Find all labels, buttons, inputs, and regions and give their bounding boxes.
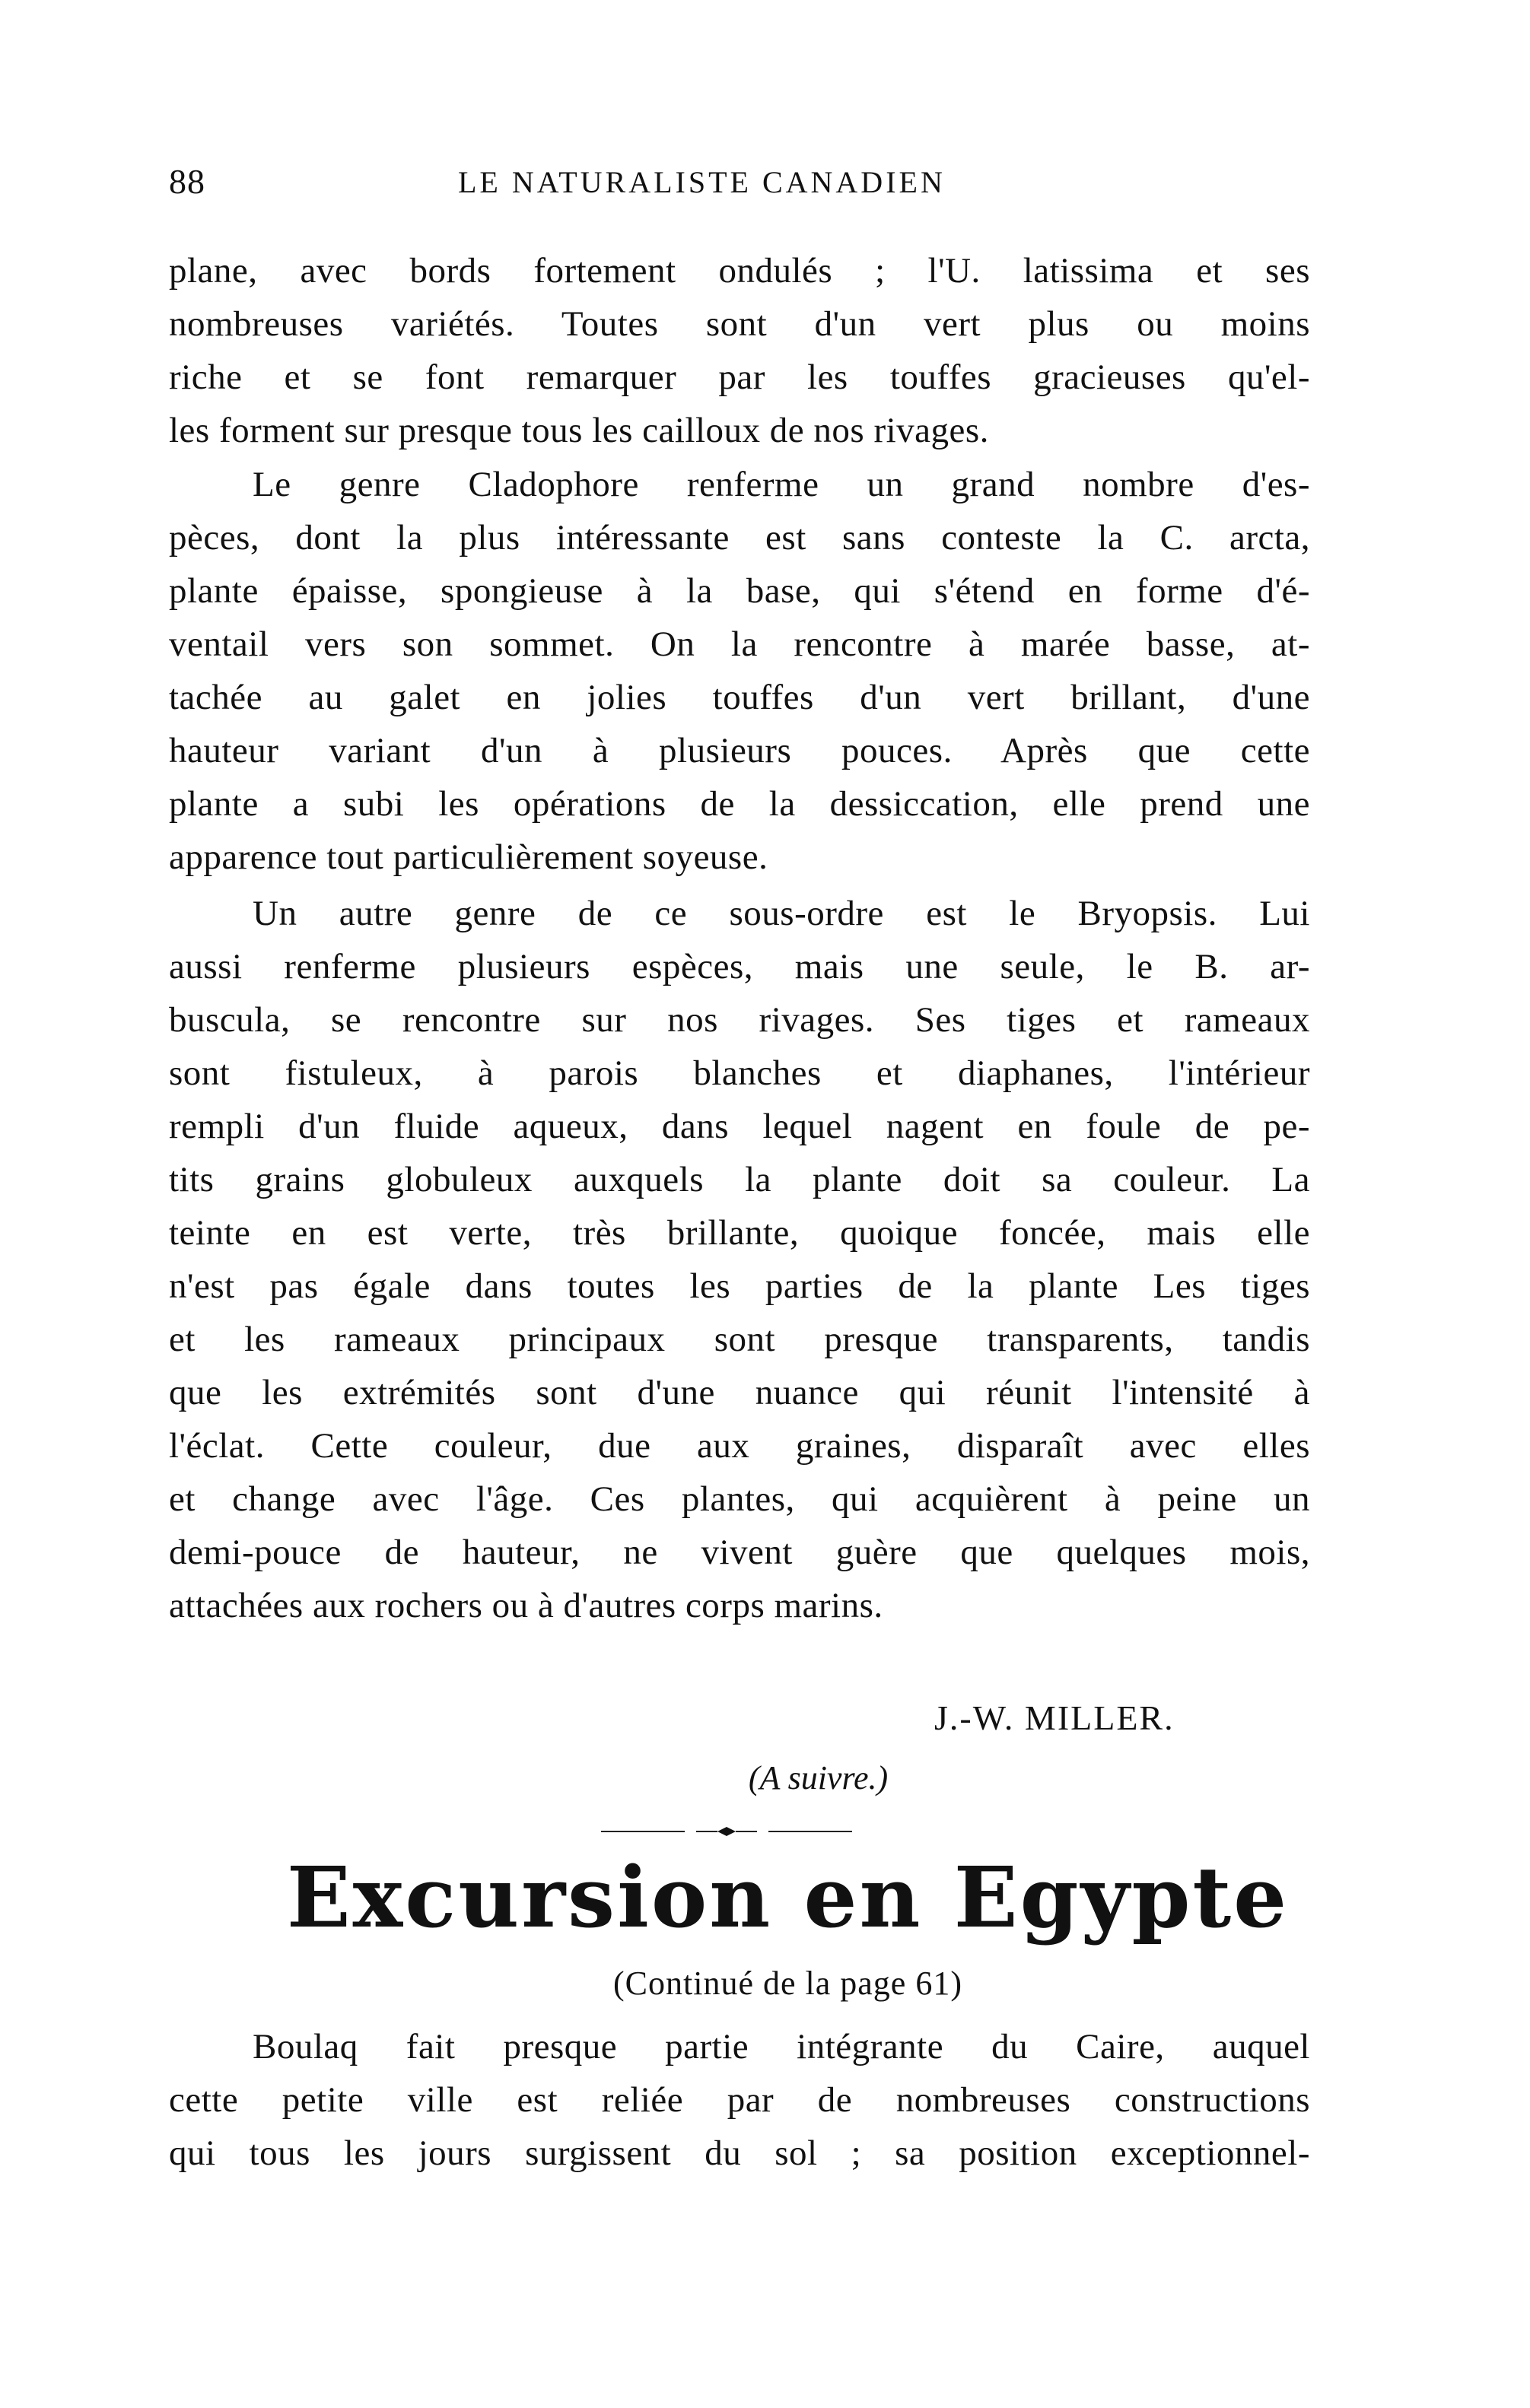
text-line: aussi renferme plusieurs espèces, mais une seule, le B. ar- (169, 947, 1310, 986)
text-line: buscula, se rencontre sur nos rivages. Ses tiges et rameaux (169, 1000, 1310, 1040)
text-line: cette petite ville est reliée par de nombreuses constructions (169, 2080, 1310, 2120)
article-title: Excursion en Egypte (286, 1848, 1290, 1946)
text-line: sont fistuleux, à parois blanches et diaphanes, l'intérieur (169, 1053, 1310, 1093)
text-line: que les extrémités sont d'une nuance qui réunit l'intensité à (169, 1373, 1310, 1412)
text-line: nombreuses variétés. Toutes sont d'un vert plus ou moins (169, 304, 1310, 344)
text-line: plante épaisse, spongieuse à la base, qui s'étend en forme d'é- (169, 571, 1310, 611)
continued-note: (Continué de la page 61) (613, 1965, 962, 2002)
text-line: Un autre genre de ce sous-ordre est le Bryopsis. Lui (253, 894, 1310, 933)
journal-title: LE NATURALISTE CANADIEN (458, 165, 946, 199)
text-line: les forment sur presque tous les cailloux de nos rivages. (169, 411, 989, 450)
running-header (169, 161, 1310, 207)
text-line: apparence tout particulièrement soyeuse. (169, 837, 768, 877)
text-line: et change avec l'âge. Ces plantes, qui acquièrent à peine un (169, 1479, 1310, 1519)
text-line: riche et se font remarquer par les touffes gracieuses qu'el- (169, 357, 1310, 397)
text-line: tits grains globuleux auxquels la plante doit sa couleur. La (169, 1160, 1310, 1199)
text-line: ventail vers son sommet. On la rencontre à marée basse, at- (169, 624, 1310, 664)
section-divider (601, 1825, 852, 1838)
page-number: 88 (169, 162, 205, 201)
text-line: teinte en est verte, très brillante, quoique foncée, mais elle (169, 1213, 1310, 1253)
text-line: qui tous les jours surgissent du sol ; sa position exceptionnel- (169, 2133, 1310, 2173)
to-be-continued-note: (A suivre.) (748, 1759, 889, 1796)
text-line: attachées aux rochers ou à d'autres corps marins. (169, 1586, 883, 1625)
text-line: plante a subi les opérations de la dessiccation, elle prend une (169, 784, 1310, 824)
text-line: l'éclat. Cette couleur, due aux graines, disparaît avec elles (169, 1426, 1310, 1466)
divider-rule-left (601, 1831, 685, 1832)
text-line: rempli d'un fluide aqueux, dans lequel nagent en foule de pe- (169, 1107, 1310, 1146)
author-signature: J.-W. MILLER. (934, 1698, 1175, 1737)
divider-rule-right (768, 1831, 852, 1832)
text-line: plane, avec bords fortement ondulés ; l'U. latissima et ses (169, 251, 1310, 291)
text-line: tachée au galet en jolies touffes d'un vert brillant, d'une (169, 678, 1310, 717)
text-line: Le genre Cladophore renferme un grand nombre d'es- (253, 465, 1310, 504)
text-line: demi-pouce de hauteur, ne vivent guère que quelques mois, (169, 1533, 1310, 1572)
text-line: n'est pas égale dans toutes les parties de la plante Les tiges (169, 1266, 1310, 1306)
text-line: Boulaq fait presque partie intégrante du Caire, auquel (253, 2027, 1310, 2066)
text-line: et les rameaux principaux sont presque transparents, tandis (169, 1320, 1310, 1359)
text-line: hauteur variant d'un à plusieurs pouces. Après que cette (169, 731, 1310, 770)
ornament-icon (696, 1825, 757, 1838)
text-line: pèces, dont la plus intéressante est sans conteste la C. arcta, (169, 518, 1310, 558)
